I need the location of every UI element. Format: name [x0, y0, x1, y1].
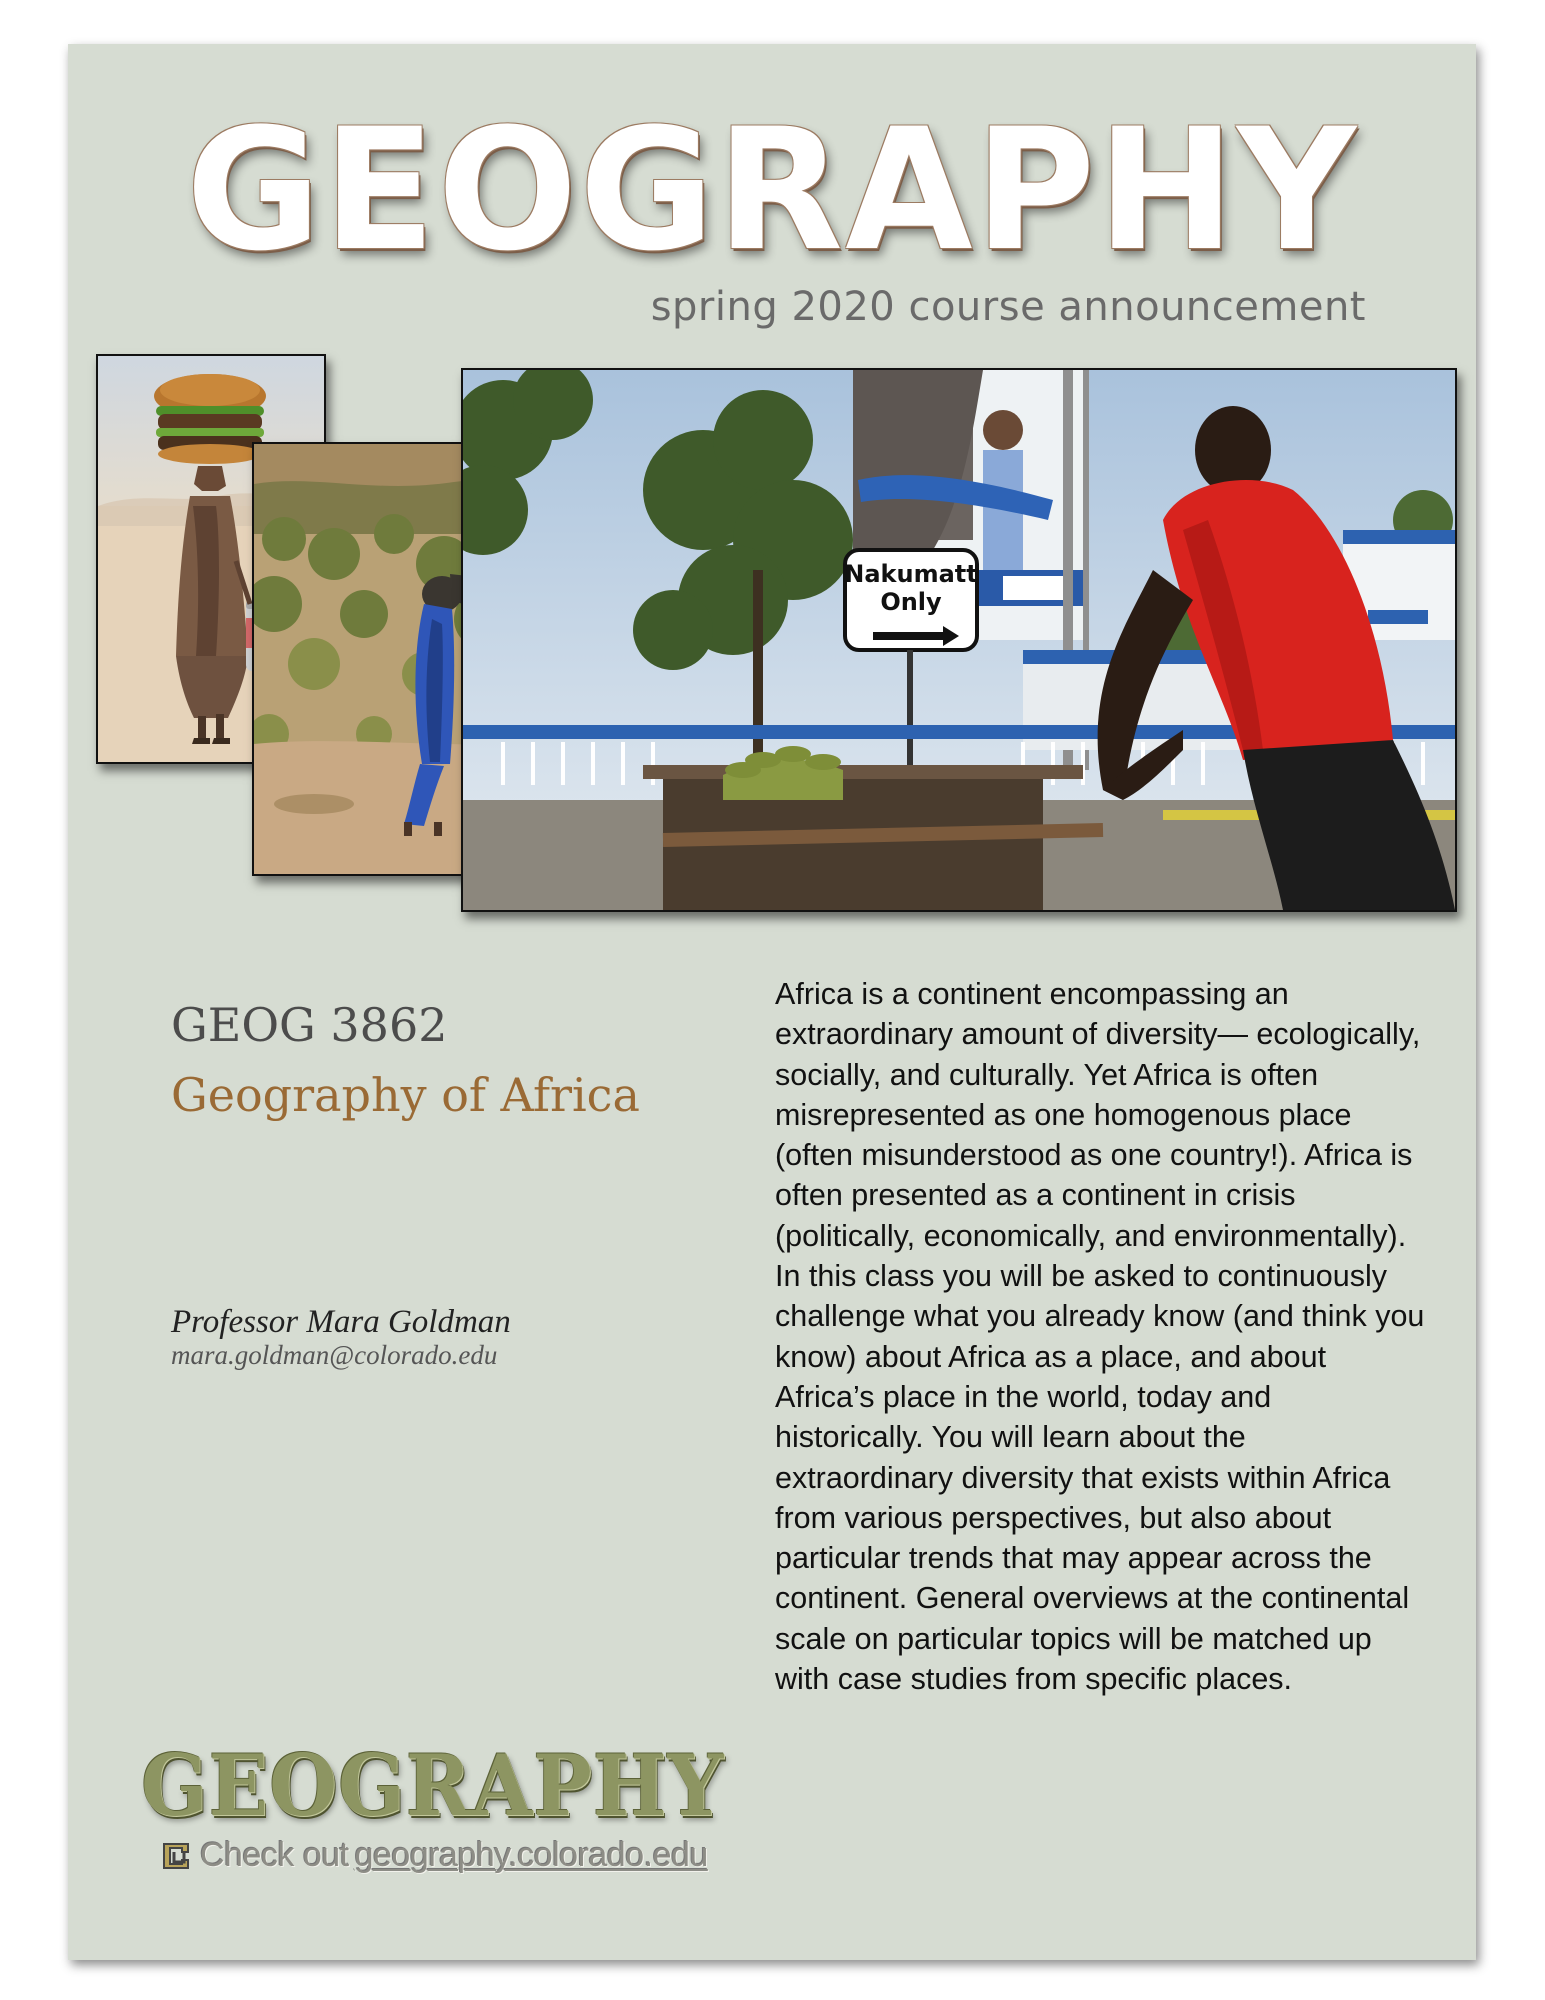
- sign-line-1: Nakumatt: [844, 560, 978, 588]
- main-title: GEOGRAPHY: [185, 92, 1359, 288]
- course-name: Geography of Africa: [171, 1068, 640, 1122]
- photo-street-cart: [461, 368, 1457, 912]
- logo-tagline: [158, 1836, 708, 1875]
- poster: [68, 44, 1476, 1960]
- cu-logo-icon: [158, 1838, 194, 1874]
- course-description: Africa is a continent encompassing an extraordinary amount of diversity— ecologically, socially, and culturally. Yet Africa is often misrepresented as one homogenous place (often misunderstood as one country!). Africa is often presented as a continent in crisis (politically, economically, and environmentally). In this class you will be asked to continuously challenge what you already know (and think you know) about Africa as a place, and about Africa’s place in the world, today and historically. You will learn about the extraordinary diversity that exists within Africa from various perspectives, but also about particular trends that may appear across the continent. General overviews at the continental scale on particular topics will be matched up with case studies from specific places.: [775, 977, 1425, 1697]
- geography-website-link[interactable]: geography.colorado.edu: [354, 1836, 708, 1874]
- logo-link-prefix: Check out: [200, 1836, 349, 1874]
- professor-email[interactable]: mara.goldman@colorado.edu: [171, 1340, 498, 1370]
- course-code: GEOG 3862: [171, 998, 448, 1052]
- subtitle: spring 2020 course announcement: [650, 284, 1366, 330]
- sign-line-2: Only: [880, 588, 942, 616]
- geography-logo: GEOGRAPHY: [141, 1736, 725, 1835]
- professor-name: Professor Mara Goldman: [171, 1304, 511, 1340]
